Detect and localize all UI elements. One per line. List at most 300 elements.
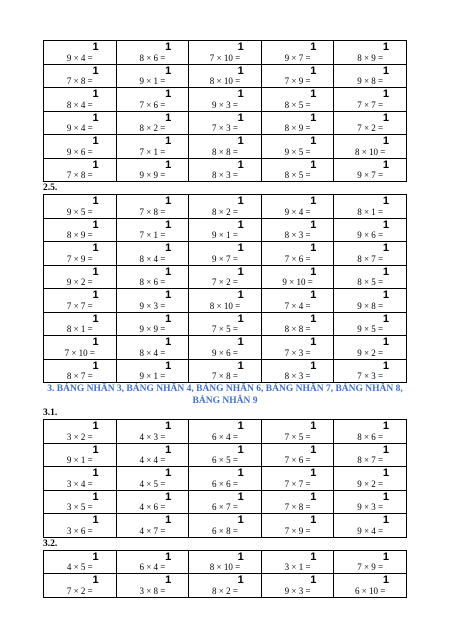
exercise-text: 8 × 3 =	[284, 371, 311, 381]
table-row	[44, 359, 407, 383]
exercise-cell	[334, 242, 407, 266]
exercise-cell	[44, 158, 117, 182]
exercise-text: 8 × 10 =	[209, 562, 241, 572]
score-mark: 1	[92, 490, 99, 503]
exercise-cell	[189, 265, 262, 289]
exercise-cell	[116, 218, 189, 242]
score-mark: 1	[92, 111, 99, 124]
score-mark: 1	[92, 312, 99, 325]
score-mark: 1	[382, 41, 389, 53]
exercise-text: 4 × 4 =	[139, 455, 166, 465]
exercise-cell	[261, 242, 334, 266]
exercise-cell	[334, 265, 407, 289]
score-mark: 1	[237, 158, 244, 171]
score-mark: 1	[237, 550, 244, 563]
exercise-cell	[116, 336, 189, 360]
exercise-cell	[189, 41, 262, 65]
exercise-text: 8 × 8 =	[212, 146, 238, 157]
exercise-cell	[116, 88, 189, 112]
exercise-text: 7 × 3 =	[284, 347, 311, 358]
score-mark: 1	[165, 265, 172, 278]
exercise-text: 8 × 9 =	[284, 123, 311, 133]
exercise-cell	[334, 218, 407, 242]
exercise-cell	[261, 574, 334, 598]
exercise-text: 8 × 1 =	[66, 324, 93, 334]
score-mark: 1	[92, 467, 99, 479]
exercise-text: 9 × 2 =	[357, 478, 384, 489]
exercise-cell	[189, 289, 262, 313]
exercise-cell	[261, 550, 334, 574]
exercise-cell	[44, 514, 117, 538]
exercise-text: 8 × 6 =	[139, 52, 166, 63]
exercise-cell	[334, 443, 407, 467]
exercise-text: 8 × 10 =	[354, 146, 386, 157]
exercise-cell	[334, 158, 407, 182]
exercise-cell	[334, 135, 407, 159]
score-mark: 1	[382, 265, 389, 278]
exercise-text: 7 × 2 =	[357, 123, 384, 133]
exercise-cell	[261, 88, 334, 112]
score-mark: 1	[237, 195, 244, 207]
score-mark: 1	[165, 195, 172, 207]
exercise-cell	[116, 467, 189, 491]
score-mark: 1	[310, 289, 317, 301]
score-mark: 1	[310, 574, 317, 586]
score-mark: 1	[165, 514, 172, 526]
exercise-cell	[334, 195, 407, 219]
exercise-cell	[189, 242, 262, 266]
score-mark: 1	[382, 359, 389, 372]
exercise-text: 4 × 5 =	[66, 562, 93, 572]
score-mark: 1	[92, 41, 99, 53]
table-row	[44, 514, 407, 538]
exercise-cell	[116, 242, 189, 266]
exercise-text: 9 × 6 =	[66, 146, 93, 157]
exercise-cell	[44, 359, 117, 383]
score-mark: 1	[310, 195, 317, 207]
exercise-text: 7 × 2 =	[212, 277, 238, 287]
score-mark: 1	[382, 420, 389, 432]
exercise-text: 6 × 4 =	[139, 562, 166, 572]
score-mark: 1	[310, 443, 317, 456]
exercise-cell	[189, 467, 262, 491]
exercise-text: 7 × 5 =	[212, 324, 238, 334]
exercise-text: 7 × 8 =	[66, 170, 93, 180]
exercise-text: 8 × 3 =	[284, 230, 311, 240]
exercise-text: 7 × 1 =	[139, 146, 166, 157]
exercise-table	[43, 419, 407, 538]
score-mark: 1	[382, 312, 389, 325]
exercise-cell	[116, 111, 189, 135]
exercise-text: 9 × 1 =	[139, 371, 166, 381]
exercise-text: 3 × 2 =	[66, 431, 93, 442]
exercise-cell	[116, 514, 189, 538]
score-mark: 1	[310, 64, 317, 77]
exercise-text: 9 × 4 =	[66, 123, 93, 133]
exercise-cell	[261, 158, 334, 182]
exercise-cell	[44, 88, 117, 112]
exercise-text: 8 × 9 =	[357, 52, 384, 63]
score-mark: 1	[310, 242, 317, 254]
table-row	[44, 111, 407, 135]
table-row	[44, 135, 407, 159]
exercise-cell	[261, 359, 334, 383]
exercise-cell	[44, 420, 117, 444]
score-mark: 1	[237, 336, 244, 348]
exercise-text: 9 × 3 =	[284, 585, 311, 596]
table-row	[44, 158, 407, 182]
exercise-text: 4 × 6 =	[139, 502, 166, 512]
exercise-text: 8 × 7 =	[357, 253, 384, 264]
score-mark: 1	[310, 158, 317, 171]
table-row	[44, 218, 407, 242]
worksheet	[43, 40, 407, 598]
score-mark: 1	[310, 88, 317, 100]
table-row	[44, 195, 407, 219]
exercise-text: 9 × 5 =	[66, 206, 93, 217]
score-mark: 1	[165, 242, 172, 254]
exercise-text: 7 × 9 =	[284, 76, 311, 86]
exercise-text: 8 × 5 =	[284, 170, 311, 180]
exercise-cell	[189, 359, 262, 383]
exercise-text: 9 × 2 =	[357, 347, 384, 358]
exercise-cell	[116, 158, 189, 182]
exercise-cell	[189, 135, 262, 159]
exercise-text: 4 × 3 =	[139, 431, 166, 442]
score-mark: 1	[92, 88, 99, 100]
score-mark: 1	[237, 218, 244, 231]
score-mark: 1	[310, 111, 317, 124]
exercise-text: 9 × 7 =	[357, 170, 384, 180]
exercise-cell	[261, 64, 334, 88]
exercise-text: 6 × 6 =	[212, 478, 238, 489]
exercise-text: 9 × 3 =	[139, 300, 166, 311]
exercise-cell	[261, 443, 334, 467]
score-mark: 1	[92, 289, 99, 301]
exercise-text: 9 × 4 =	[66, 52, 93, 63]
score-mark: 1	[382, 111, 389, 124]
score-mark: 1	[310, 359, 317, 372]
exercise-text: 9 × 1 =	[139, 76, 166, 86]
score-mark: 1	[310, 420, 317, 432]
exercise-cell	[116, 490, 189, 514]
score-mark: 1	[310, 265, 317, 278]
exercise-cell	[261, 265, 334, 289]
exercise-text: 8 × 2 =	[139, 123, 166, 133]
exercise-text: 9 × 10 =	[282, 277, 313, 287]
score-mark: 1	[92, 242, 99, 254]
exercise-text: 6 × 5 =	[212, 455, 238, 465]
exercise-cell	[116, 289, 189, 313]
exercise-text: 7 × 9 =	[284, 525, 311, 536]
section-label: 2.5.	[43, 183, 58, 193]
table-row	[44, 265, 407, 289]
exercise-cell	[116, 359, 189, 383]
exercise-cell	[334, 550, 407, 574]
table-row	[44, 443, 407, 467]
exercise-text: 9 × 5 =	[357, 324, 384, 334]
score-mark: 1	[92, 420, 99, 432]
score-mark: 1	[382, 467, 389, 479]
score-mark: 1	[237, 289, 244, 301]
exercise-text: 7 × 8 =	[212, 371, 238, 381]
exercise-cell	[44, 265, 117, 289]
section-label: 3.2.	[43, 538, 58, 549]
exercise-cell	[44, 64, 117, 88]
score-mark: 1	[165, 135, 172, 147]
exercise-text: 9 × 4 =	[357, 525, 384, 536]
exercise-text: 9 × 3 =	[212, 99, 238, 110]
exercise-cell	[189, 443, 262, 467]
score-mark: 1	[382, 550, 389, 563]
score-mark: 1	[310, 135, 317, 147]
exercise-text: 9 × 9 =	[139, 324, 166, 334]
score-mark: 1	[310, 550, 317, 563]
exercise-cell	[261, 289, 334, 313]
score-mark: 1	[165, 41, 172, 53]
score-mark: 1	[165, 336, 172, 348]
exercise-text: 9 × 5 =	[284, 146, 311, 157]
score-mark: 1	[92, 218, 99, 231]
exercise-text: 7 × 10 =	[64, 347, 95, 358]
score-mark: 1	[382, 135, 389, 147]
table-row	[44, 467, 407, 491]
exercise-cell	[189, 574, 262, 598]
exercise-text: 8 × 1 =	[357, 206, 384, 217]
exercise-cell	[334, 420, 407, 444]
exercise-text: 6 × 7 =	[212, 502, 238, 512]
table-row	[44, 574, 407, 598]
exercise-text: 8 × 2 =	[212, 585, 238, 596]
exercise-cell	[261, 135, 334, 159]
exercise-text: 9 × 2 =	[66, 277, 93, 287]
score-mark: 1	[237, 574, 244, 586]
table-row	[44, 312, 407, 336]
exercise-cell	[189, 514, 262, 538]
table-row	[44, 88, 407, 112]
exercise-cell	[334, 359, 407, 383]
score-mark: 1	[165, 490, 172, 503]
exercise-text: 8 × 8 =	[284, 324, 311, 334]
score-mark: 1	[237, 420, 244, 432]
exercise-cell	[189, 312, 262, 336]
score-mark: 1	[92, 265, 99, 278]
score-mark: 1	[165, 64, 172, 77]
score-mark: 1	[92, 336, 99, 348]
exercise-cell	[261, 420, 334, 444]
exercise-text: 6 × 8 =	[212, 525, 238, 536]
exercise-text: 8 × 9 =	[66, 230, 93, 240]
exercise-cell	[44, 312, 117, 336]
exercise-cell	[261, 312, 334, 336]
score-mark: 1	[382, 443, 389, 456]
exercise-text: 7 × 4 =	[284, 300, 311, 311]
exercise-cell	[189, 420, 262, 444]
exercise-text: 8 × 10 =	[209, 76, 241, 86]
exercise-text: 7 × 2 =	[66, 585, 93, 596]
score-mark: 1	[165, 312, 172, 325]
exercise-cell	[116, 574, 189, 598]
exercise-text: 3 × 4 =	[66, 478, 93, 489]
score-mark: 1	[382, 195, 389, 207]
exercise-cell	[189, 158, 262, 182]
exercise-text: 7 × 3 =	[357, 371, 384, 381]
exercise-text: 3 × 8 =	[139, 585, 166, 596]
exercise-cell	[334, 574, 407, 598]
score-mark: 1	[237, 312, 244, 325]
exercise-text: 7 × 9 =	[357, 562, 384, 572]
exercise-text: 4 × 5 =	[139, 478, 166, 489]
exercise-cell	[116, 41, 189, 65]
score-mark: 1	[382, 242, 389, 254]
exercise-text: 3 × 6 =	[66, 525, 93, 536]
exercise-text: 7 × 10 =	[209, 52, 241, 63]
exercise-text: 7 × 6 =	[284, 253, 311, 264]
exercise-text: 7 × 8 =	[284, 502, 311, 512]
exercise-cell	[116, 64, 189, 88]
exercise-cell	[189, 111, 262, 135]
exercise-cell	[44, 550, 117, 574]
exercise-text: 7 × 9 =	[66, 253, 93, 264]
table-row	[44, 336, 407, 360]
exercise-cell	[189, 88, 262, 112]
exercise-text: 8 × 4 =	[66, 99, 93, 110]
table-row	[44, 289, 407, 313]
score-mark: 1	[382, 218, 389, 231]
exercise-text: 7 × 8 =	[139, 206, 166, 217]
score-mark: 1	[92, 514, 99, 526]
exercise-cell	[116, 420, 189, 444]
exercise-cell	[261, 467, 334, 491]
table-row	[44, 41, 407, 65]
exercise-cell	[44, 111, 117, 135]
exercise-text: 7 × 3 =	[212, 123, 238, 133]
score-mark: 1	[92, 359, 99, 372]
score-mark: 1	[382, 289, 389, 301]
score-mark: 1	[382, 88, 389, 100]
exercise-cell	[116, 195, 189, 219]
exercise-cell	[44, 443, 117, 467]
score-mark: 1	[237, 88, 244, 100]
exercise-text: 8 × 7 =	[66, 371, 93, 381]
exercise-text: 9 × 8 =	[357, 76, 384, 86]
score-mark: 1	[92, 195, 99, 207]
exercise-cell	[116, 135, 189, 159]
exercise-text: 7 × 1 =	[139, 230, 166, 240]
score-mark: 1	[382, 574, 389, 586]
score-mark: 1	[310, 41, 317, 53]
exercise-cell	[116, 443, 189, 467]
score-mark: 1	[165, 88, 172, 100]
exercise-text: 3 × 5 =	[66, 502, 93, 512]
exercise-text: 9 × 7 =	[284, 52, 311, 63]
exercise-text: 9 × 6 =	[357, 230, 384, 240]
exercise-cell	[189, 490, 262, 514]
score-mark: 1	[382, 514, 389, 526]
exercise-text: 7 × 5 =	[284, 431, 311, 442]
exercise-cell	[189, 336, 262, 360]
score-mark: 1	[237, 514, 244, 526]
exercise-cell	[44, 218, 117, 242]
exercise-text: 9 × 6 =	[212, 347, 238, 358]
exercise-cell	[261, 41, 334, 65]
exercise-text: 8 × 4 =	[139, 253, 166, 264]
exercise-text: 7 × 6 =	[284, 455, 311, 465]
exercise-cell	[334, 88, 407, 112]
score-mark: 1	[92, 135, 99, 147]
exercise-text: 9 × 9 =	[139, 170, 166, 180]
table-row	[44, 550, 407, 574]
score-mark: 1	[165, 443, 172, 456]
score-mark: 1	[237, 242, 244, 254]
exercise-table	[43, 550, 407, 598]
exercise-cell	[44, 289, 117, 313]
exercise-text: 8 × 5 =	[284, 99, 311, 110]
exercise-text: 7 × 7 =	[284, 478, 311, 489]
exercise-text: 8 × 6 =	[357, 431, 384, 442]
exercise-text: 8 × 2 =	[212, 206, 238, 217]
score-mark: 1	[237, 64, 244, 77]
exercise-text: 9 × 1 =	[66, 455, 93, 465]
exercise-cell	[261, 336, 334, 360]
exercise-cell	[116, 265, 189, 289]
exercise-text: 8 × 6 =	[139, 277, 166, 287]
exercise-text: 4 × 7 =	[139, 525, 166, 536]
exercise-cell	[334, 514, 407, 538]
exercise-cell	[44, 336, 117, 360]
exercise-cell	[44, 467, 117, 491]
exercise-cell	[261, 218, 334, 242]
exercise-text: 8 × 5 =	[357, 277, 384, 287]
score-mark: 1	[310, 490, 317, 503]
exercise-cell	[334, 336, 407, 360]
exercise-table	[43, 40, 407, 182]
score-mark: 1	[92, 158, 99, 171]
exercise-text: 9 × 1 =	[212, 230, 238, 240]
exercise-cell	[334, 467, 407, 491]
score-mark: 1	[310, 312, 317, 325]
exercise-cell	[334, 312, 407, 336]
exercise-cell	[189, 64, 262, 88]
score-mark: 1	[382, 158, 389, 171]
exercise-cell	[189, 550, 262, 574]
score-mark: 1	[237, 111, 244, 124]
exercise-text: 9 × 4 =	[284, 206, 311, 217]
exercise-cell	[189, 195, 262, 219]
score-mark: 1	[310, 467, 317, 479]
score-mark: 1	[237, 490, 244, 503]
score-mark: 1	[165, 550, 172, 563]
exercise-cell	[44, 135, 117, 159]
exercise-cell	[189, 218, 262, 242]
exercise-cell	[334, 64, 407, 88]
exercise-text: 7 × 7 =	[66, 300, 93, 311]
score-mark: 1	[165, 574, 172, 586]
exercise-text: 8 × 4 =	[139, 347, 166, 358]
table-row	[44, 420, 407, 444]
exercise-text: 8 × 7 =	[357, 455, 384, 465]
exercise-cell	[334, 41, 407, 65]
exercise-table	[43, 194, 407, 383]
exercise-cell	[261, 111, 334, 135]
score-mark: 1	[165, 467, 172, 479]
exercise-text: 7 × 8 =	[66, 76, 93, 86]
score-mark: 1	[165, 111, 172, 124]
score-mark: 1	[165, 359, 172, 372]
exercise-cell	[261, 195, 334, 219]
table-row	[44, 242, 407, 266]
score-mark: 1	[165, 289, 172, 301]
